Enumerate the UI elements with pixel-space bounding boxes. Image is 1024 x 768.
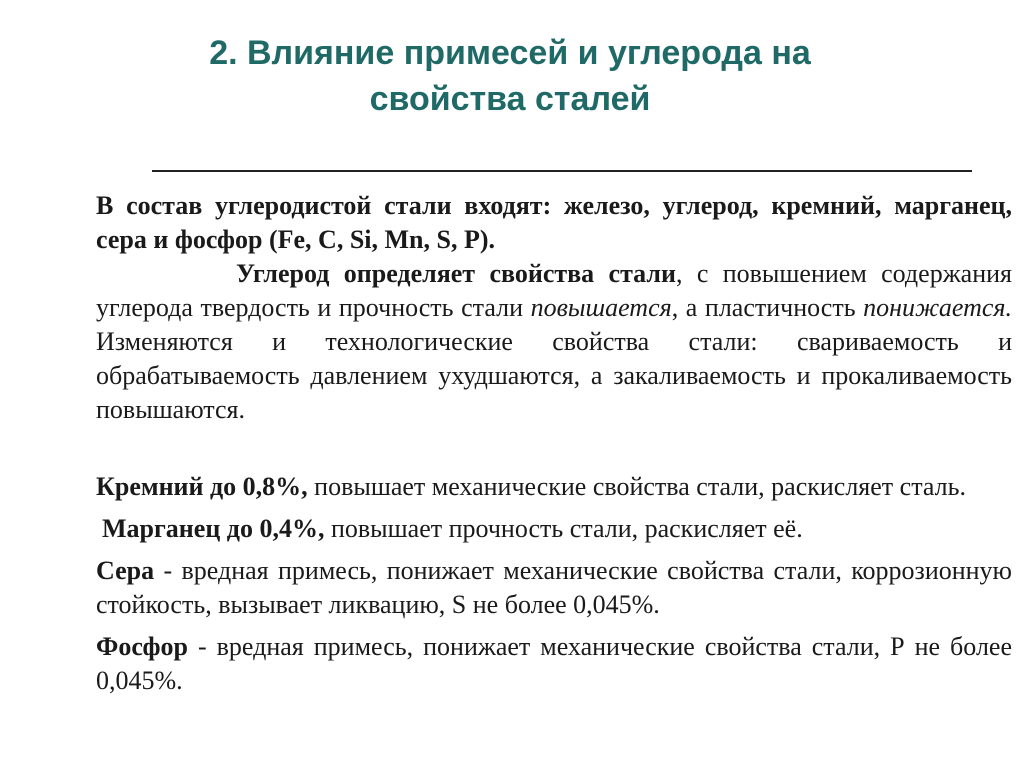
slide-title-line-2: свойства сталей xyxy=(369,80,651,118)
phosphorus-text: - вредная примесь, понижает механические свойства стали, Р не более 0,045%. xyxy=(96,632,1012,695)
carbon-text-3: Изменяются и технологические свойства стали: свариваемость и обрабатываемость давлением ухудшаются, а закаливаемость и прокаливаемость повышаются. xyxy=(96,327,1012,424)
sulfur-lead: Сера xyxy=(96,556,155,585)
sulfur-paragraph xyxy=(96,554,1012,622)
manganese-paragraph xyxy=(96,512,1012,546)
silicon-paragraph xyxy=(96,470,1012,504)
manganese-text: повышает прочность стали, раскисляет её. xyxy=(324,514,803,543)
slide-title xyxy=(150,30,870,122)
carbon-text-2: , а пластичность xyxy=(671,293,864,322)
carbon-increases: повышается xyxy=(530,293,672,322)
carbon-text-1: , с повышением содержания углерода твердость и прочность стали xyxy=(96,259,1012,322)
carbon-lead: Углерод определяет свойства стали xyxy=(236,259,676,288)
carbon-paragraph xyxy=(96,257,1012,427)
carbon-decreases: понижается. xyxy=(863,293,1012,322)
silicon-lead: Кремний до 0,8%, xyxy=(96,472,308,501)
silicon-text: повышает механические свойства стали, раскисляет сталь. xyxy=(307,472,966,501)
slide-title-line-1: 2. Влияние примесей и углерода на xyxy=(209,34,811,72)
sulfur-text: - вредная примесь, понижает механические свойства стали, коррозионную стойкость, вызывает ликвацию, S не более 0,045%. xyxy=(96,556,1012,619)
phosphorus-paragraph xyxy=(96,630,1012,698)
slide-body xyxy=(96,189,1012,698)
manganese-lead: Марганец до 0,4%, xyxy=(102,514,325,543)
title-divider xyxy=(152,170,972,172)
intro-paragraph: В состав углеродистой стали входят: железо, углерод, кремний, марганец, сера и фосфор (Fe, C, Si, Mn, S, P). xyxy=(96,191,1012,254)
phosphorus-lead: Фосфор xyxy=(96,632,188,661)
